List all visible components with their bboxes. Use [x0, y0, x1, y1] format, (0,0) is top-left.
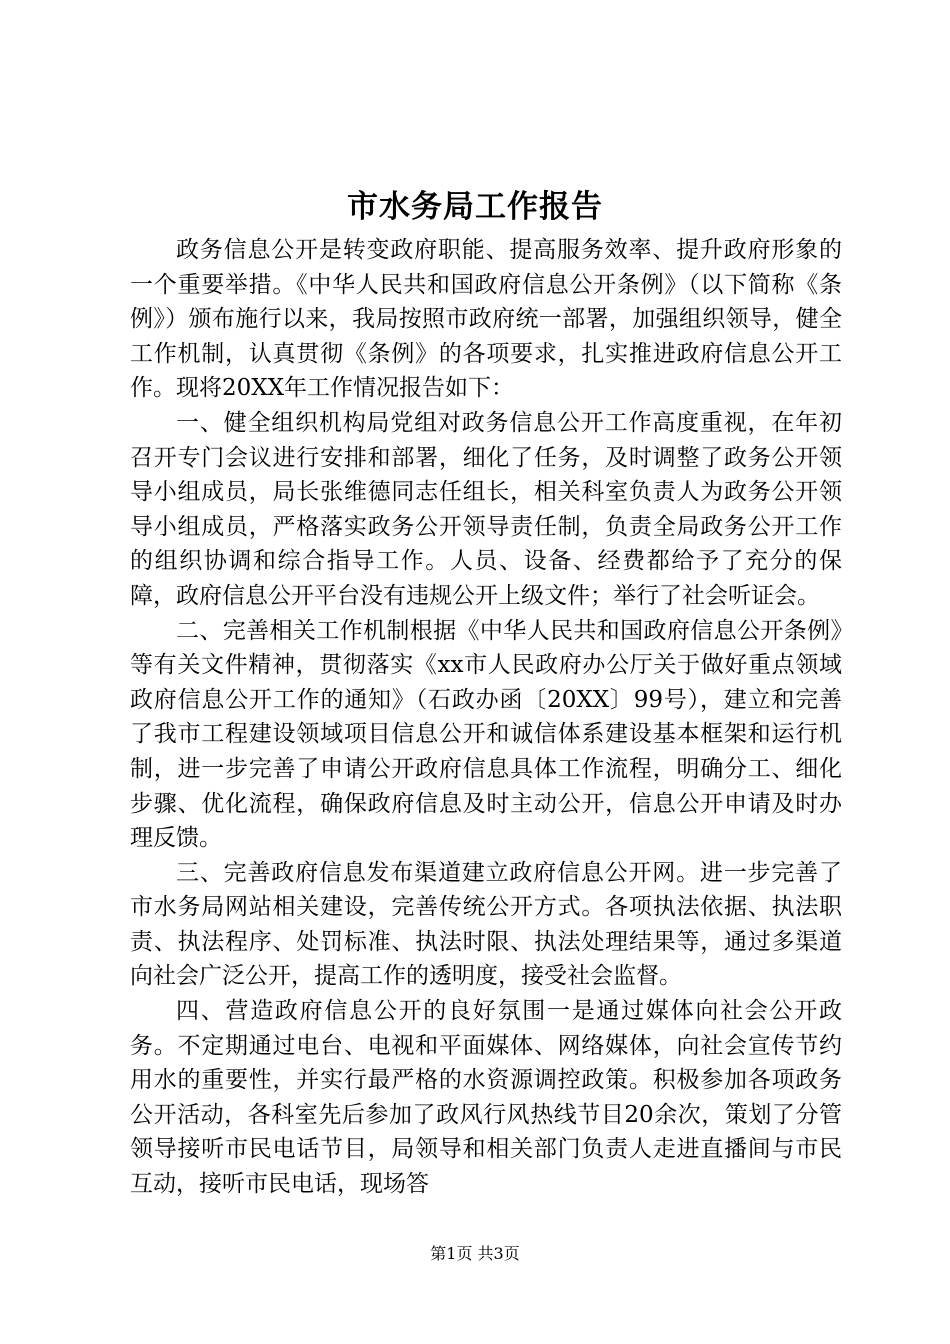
document-body [130, 233, 842, 1202]
paragraph-section-3: 三、完善政府信息发布渠道建立政府信息公开网。进一步完善了市水务局网站相关建设，完善传统公开方式。各项执法依据、执法职责、执法程序、处罚标准、执法时限、执法处理结果等，通过多渠道向社会广泛公开，提高工作的透明度，接受社会监督。 [130, 859, 842, 990]
paragraph-section-4: 四、营造政府信息公开的良好氛围一是通过媒体向社会公开政务。不定期通过电台、电视和平面媒体、网络媒体，向社会宣传节约用水的重要性，并实行最严格的水资源调控政策。积极参加各项政务公开活动，各科室先后参加了政风行风热线节目20余次，策划了分管领导接听市民电话节目，局领导和相关部门负责人走进直播间与市民互动，接听市民电话，现场答 [130, 998, 842, 1198]
document-title: 市水务局工作报告 [347, 189, 603, 225]
paragraph-section-2: 二、完善相关工作机制根据《中华人民共和国政府信息公开条例》等有关文件精神，贯彻落实《xx市人民政府办公厅关于做好重点领域政府信息公开工作的通知》（石政办函〔20XX〕99号），建立和完善了我市工程建设领域项目信息公开和诚信体系建设基本框架和运行机制，进一步完善了申请公开政府信息具体工作流程，明确分工、细化步骤、优化流程，确保政府信息及时主动公开，信息公开申请及时办理反馈。 [130, 617, 842, 852]
paragraph-intro: 政务信息公开是转变政府职能、提高服务效率、提升政府形象的一个重要举措。《中华人民共和国政府信息公开条例》（以下简称《条例》）颁布施行以来，我局按照市政府统一部署，加强组织领导，健全工作机制，认真贯彻《条例》的各项要求，扎实推进政府信息公开工作。现将20XX年工作情况报告如下： [130, 237, 842, 402]
paragraph-section-1: 一、健全组织机构局党组对政务信息公开工作高度重视，在年初召开专门会议进行安排和部署，细化了任务，及时调整了政务公开领导小组成员，局长张维德同志任组长，相关科室负责人为政务公开领导小组成员，严格落实政务公开领导责任制，负责全局政务公开工作的组织协调和综合指导工作。人员、设备、经费都给予了充分的保障，政府信息公开平台没有违规公开上级文件；举行了社会听证会。 [130, 409, 842, 609]
page-number-footer: 第1页 共3页 [430, 1244, 520, 1263]
